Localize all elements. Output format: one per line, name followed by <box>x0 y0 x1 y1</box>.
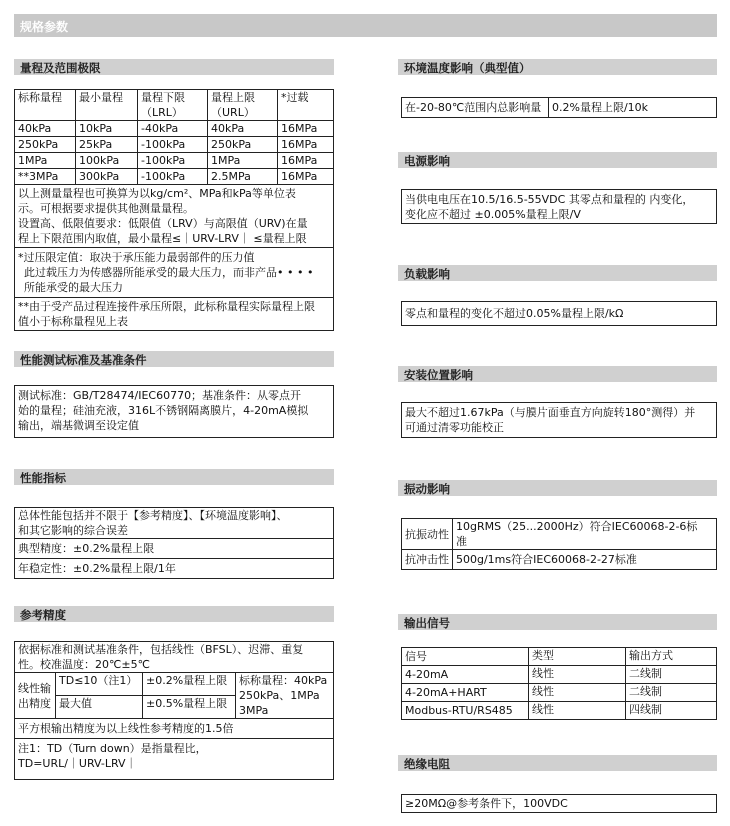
text-line: 出精度 <box>18 696 51 710</box>
text-line: 标称量程：40kPa <box>239 674 328 687</box>
section-mounting-title: 安装位置影响 <box>404 368 473 382</box>
table-row <box>15 137 334 153</box>
process-note-row <box>15 298 334 331</box>
cell: 线性 <box>529 684 626 702</box>
cell: 16MPa <box>278 169 334 185</box>
load-box: 零点和量程的变化不超过0.05%量程上限/kΩ <box>401 301 717 326</box>
td-condition: TD≤10（注1） <box>56 673 143 696</box>
cell: 四线制 <box>626 702 717 720</box>
range-note <box>15 185 334 248</box>
section-ambient-title: 环境温度影响（典型值） <box>404 61 531 75</box>
table-row <box>402 98 717 118</box>
process-note <box>15 298 334 331</box>
header-nominal: 标称量程 <box>15 90 76 121</box>
section-output-title: 输出信号 <box>404 616 450 630</box>
note-line: 此过载压力为传感器所能承受的最大压力，而非产品• • • • <box>24 266 314 279</box>
table-row <box>15 673 334 696</box>
text-line: 3MPa <box>239 704 269 717</box>
cell: -40kPa <box>138 121 208 137</box>
annual-stability: 年稳定性：±0.2%量程上限/1年 <box>15 559 334 579</box>
table-row <box>15 642 334 673</box>
note-line: **由于受产品过程连接件承压所限，此标称量程实际量程上限 <box>18 300 315 313</box>
cell: 25kPa <box>76 137 138 153</box>
section-vibration-header <box>398 480 717 496</box>
output-table <box>401 647 717 720</box>
cell: 10kPa <box>76 121 138 137</box>
cell: 1MPa <box>15 153 76 169</box>
section-load-header <box>398 265 717 281</box>
text-line: 注1：TD（Turn down）是指量程比， <box>18 742 207 755</box>
cell: -100kPa <box>138 137 208 153</box>
section-ref-accuracy-header <box>14 606 334 622</box>
td-value: ±0.2%量程上限 <box>143 673 236 696</box>
section-insulation-header <box>398 755 717 771</box>
note-line: 所能承受的最大压力 <box>24 281 123 294</box>
ambient-table <box>401 97 717 118</box>
typical-accuracy: 典型精度：±0.2%量程上限 <box>15 539 334 559</box>
cell: 100kPa <box>76 153 138 169</box>
table-row <box>15 559 334 579</box>
table-row <box>402 666 717 684</box>
cell: 250kPa <box>15 137 76 153</box>
section-ref-accuracy-title: 参考精度 <box>20 608 66 622</box>
text-line: 输出，端基微调至设定值 <box>18 419 139 432</box>
shock-label: 抗冲击性 <box>402 550 453 570</box>
section-output-header <box>398 614 717 630</box>
table-header-row <box>15 90 334 121</box>
section-power-title: 电源影响 <box>404 154 450 168</box>
note1 <box>15 739 334 780</box>
cell: **3MPa <box>15 169 76 185</box>
text-line: 10gRMS（25...2000Hz）符合IEC60068-2-6标 <box>456 520 698 533</box>
nominal-range <box>236 673 334 719</box>
range-note-row <box>15 185 334 248</box>
section-vibration-title: 振动影响 <box>404 482 450 496</box>
cell: 线性 <box>529 666 626 684</box>
text-line: 最大不超过1.67kPa（与膜片面垂直方向旋转180°测得）并 <box>405 406 696 419</box>
cell: 2.5MPa <box>208 169 278 185</box>
overload-note-row <box>15 248 334 298</box>
section-perf-standard-title: 性能测试标准及基准条件 <box>20 353 147 367</box>
sqrt-note: 平方根输出精度为以上线性参考精度的1.5倍 <box>15 719 334 739</box>
cell: 250kPa <box>208 137 278 153</box>
section-load-title: 负载影响 <box>404 267 450 281</box>
text-line: TD=URL/｜URV-LRV｜ <box>18 757 137 770</box>
note-line: 程上下限范围内取值，最小量程≤｜URV-LRV｜ ≤量程上限 <box>18 232 307 245</box>
ref-accuracy-table <box>14 641 334 780</box>
text-line: 250kPa、1MPa <box>239 689 320 702</box>
overload-note <box>15 248 334 298</box>
table-row <box>15 153 334 169</box>
shock-value: 500g/1ms符合IEC60068-2-27标准 <box>453 550 717 570</box>
table-header-row <box>402 648 717 666</box>
header-min-span: 最小量程 <box>76 90 138 121</box>
table-row <box>402 684 717 702</box>
perf-standard-box <box>14 385 334 438</box>
section-perf-standard-header <box>14 351 334 367</box>
max-label: 最大值 <box>56 696 143 719</box>
perf-index-table <box>14 507 334 579</box>
power-box <box>401 189 717 224</box>
cell: 4-20mA <box>402 666 529 684</box>
ambient-label: 在-20-80℃范围内总影响量 <box>402 98 549 118</box>
text-line: 和其它影响的综合误差 <box>18 524 128 537</box>
table-row <box>402 519 717 550</box>
table-row <box>15 719 334 739</box>
section-mounting-header <box>398 366 717 382</box>
vibration-table <box>401 518 717 570</box>
cell: 40kPa <box>208 121 278 137</box>
note-line: 设置高、低限值要求：低限值（LRV）与高限值（URV)在量 <box>18 217 308 230</box>
text-line: 始的量程；硅油充液，316L不锈钢隔离膜片，4-20mA模拟 <box>18 404 309 417</box>
text-line: 变化应不超过 ±0.005%量程上限/V <box>405 208 581 221</box>
section-insulation-title: 绝缘电阻 <box>404 757 450 771</box>
note-line: 示。可根据要求提供其他测量量程。 <box>18 202 194 215</box>
cell: 1MPa <box>208 153 278 169</box>
cell: 16MPa <box>278 121 334 137</box>
max-value: ±0.5%量程上限 <box>143 696 236 719</box>
cell: 300kPa <box>76 169 138 185</box>
text-line: 准 <box>456 535 467 548</box>
header-overload: *过载 <box>278 90 334 121</box>
cell: Modbus-RTU/RS485 <box>402 702 529 720</box>
table-row <box>402 702 717 720</box>
note-line: 值小于标称量程见上表 <box>18 315 128 328</box>
page-title-bar <box>14 14 717 37</box>
cell: -100kPa <box>138 153 208 169</box>
header-output-mode: 输出方式 <box>626 648 717 666</box>
vibration-value <box>453 519 717 550</box>
text-line: 总体性能包括并不限于【参考精度】、【环境温度影响】、 <box>18 509 288 522</box>
cell: 二线制 <box>626 666 717 684</box>
ambient-value: 0.2%量程上限/10k <box>549 98 717 118</box>
text-line: 可通过清零功能校正 <box>405 421 504 434</box>
text-line: 依据标准和测试基准条件，包括线性（BFSL）、迟滞、重复 <box>18 643 304 656</box>
section-ambient-header <box>398 59 717 75</box>
cell: -100kPa <box>138 169 208 185</box>
cell: 二线制 <box>626 684 717 702</box>
cell: 16MPa <box>278 137 334 153</box>
text-line: 性。校准温度：20℃±5℃ <box>18 658 150 671</box>
section-perf-index-title: 性能指标 <box>20 471 66 485</box>
note-line: *过压限定值：取决于承压能力最弱部件的压力值 <box>18 251 255 264</box>
header-type: 类型 <box>529 648 626 666</box>
text-line: 线性输 <box>18 681 51 695</box>
range-table <box>14 89 334 331</box>
overall-performance <box>15 508 334 539</box>
linear-output-label <box>15 673 56 719</box>
section-power-header <box>398 152 717 168</box>
section-range-header <box>14 59 334 75</box>
table-row <box>15 739 334 780</box>
header-url: 量程上限（URL） <box>208 90 278 121</box>
section-perf-index-header <box>14 469 334 485</box>
text-line: 当供电电压在10.5/16.5-55VDC 其零点和量程的 内变化， <box>405 193 694 206</box>
section-range-title: 量程及范围极限 <box>20 61 101 75</box>
table-row <box>15 539 334 559</box>
header-signal: 信号 <box>402 648 529 666</box>
insulation-box: ≥20MΩ@参考条件下，100VDC <box>401 794 717 813</box>
text-line: 测试标准：GB/T28474/IEC60770；基准条件：从零点开 <box>18 389 302 402</box>
table-row <box>402 550 717 570</box>
table-row <box>15 169 334 185</box>
cell: 线性 <box>529 702 626 720</box>
header-lrl: 量程下限（LRL） <box>138 90 208 121</box>
cell: 16MPa <box>278 153 334 169</box>
page-title: 规格参数 <box>20 20 69 34</box>
cell: 40kPa <box>15 121 76 137</box>
ref-accuracy-intro <box>15 642 334 673</box>
mounting-box <box>401 402 717 438</box>
table-row <box>15 508 334 539</box>
table-row <box>15 121 334 137</box>
note-line: 以上测量量程也可换算为以kg/cm²、MPa和kPa等单位表 <box>18 187 296 200</box>
vibration-label: 抗振动性 <box>402 519 453 550</box>
cell: 4-20mA+HART <box>402 684 529 702</box>
